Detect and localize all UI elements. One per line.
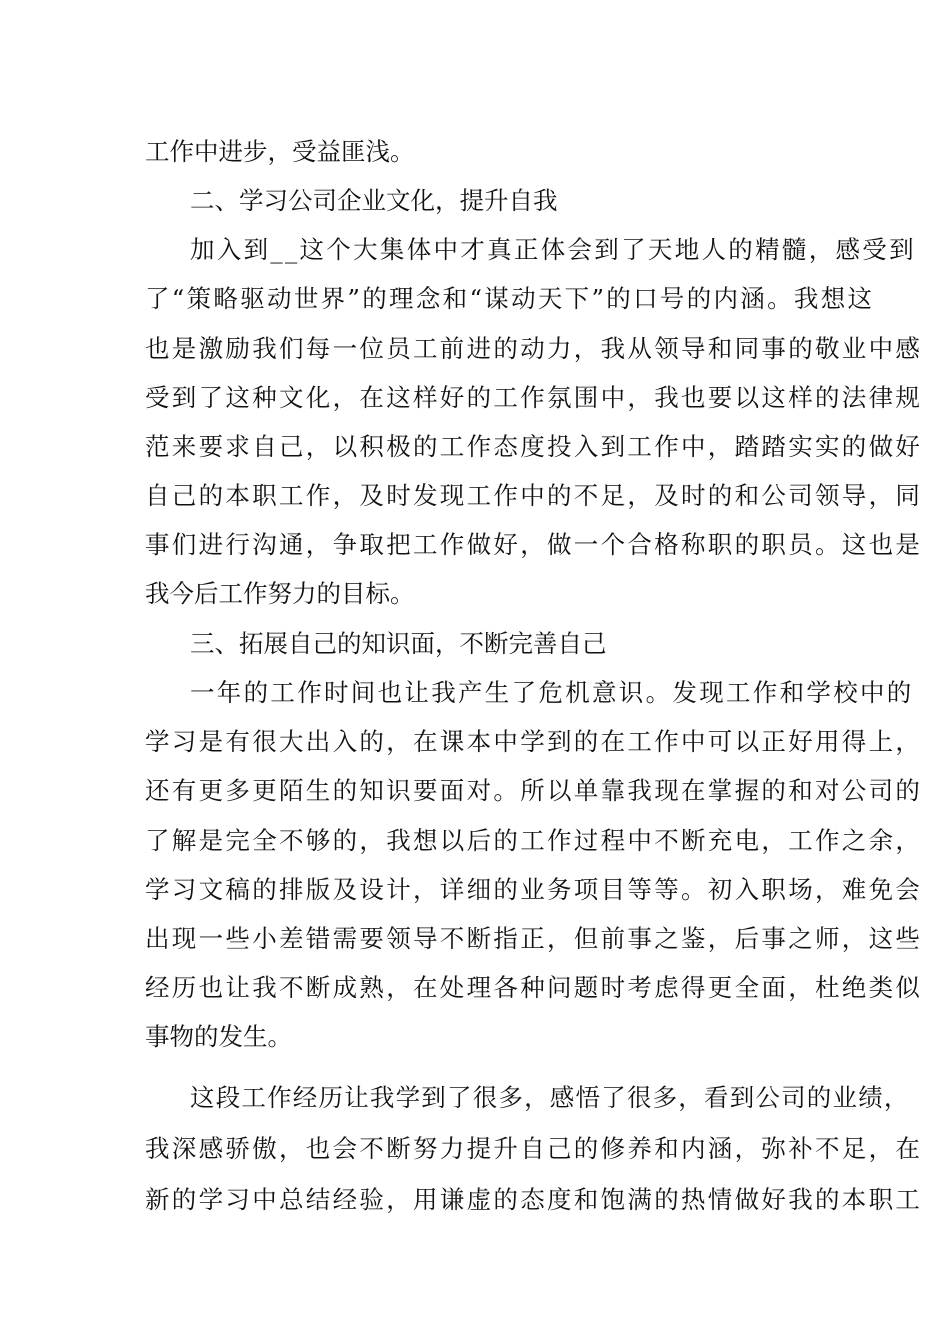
text-line: 也是激励我们每一位员工前进的动力，我从领导和同事的敬业中感 [145,334,923,363]
section-heading: 三、拓展自己的知识面，不断完善自己 [190,629,607,658]
text-line: 范来要求自己，以积极的工作态度投入到工作中，踏踏实实的做好 [145,432,923,461]
text-line: 了“策略驱动世界”的理念和“谋动天下”的口号的内涵。我想这 [145,284,875,313]
text-line: 事们进行沟通，争取把工作做好，做一个合格称职的职员。这也是 [145,530,923,559]
text-line: 新的学习中总结经验，用谦虚的态度和饱满的热情做好我的本职工 [145,1185,923,1214]
text-line: 了解是完全不够的，我想以后的工作过程中不断充电，工作之余， [145,826,923,855]
text-line: 我深感骄傲，也会不断努力提升自己的修养和内涵，弥补不足，在 [145,1134,923,1163]
text-line: 事物的发生。 [145,1022,292,1051]
text-line: 受到了这种文化，在这样好的工作氛围中，我也要以这样的法律规 [145,383,923,412]
text-line: 经历也让我不断成熟，在处理各种问题时考虑得更全面，杜绝类似 [145,973,923,1002]
text-line: 这段工作经历让我学到了很多，感悟了很多，看到公司的业绩， [190,1083,910,1112]
text-line: 一年的工作时间也让我产生了危机意识。发现工作和学校中的 [190,678,914,707]
section-heading: 二、学习公司企业文化，提升自我 [190,186,558,215]
text-line: 出现一些小差错需要领导不断指正，但前事之鉴，后事之师，这些 [145,924,923,953]
text-line: 学习文稿的排版及设计，详细的业务项目等等。初入职场，难免会 [145,875,923,904]
text-line: 加入到__这个大集体中才真正体会到了天地人的精髓，感受到 [190,235,916,264]
text-line: 工作中进步，受益匪浅。 [145,137,415,166]
text-line: 自己的本职工作，及时发现工作中的不足，及时的和公司领导，同 [145,481,923,510]
text-line: 我今后工作努力的目标。 [145,579,415,608]
text-line: 还有更多更陌生的知识要面对。所以单靠我现在掌握的和对公司的 [145,776,923,805]
text-line: 学习是有很大出入的，在课本中学到的在工作中可以正好用得上， [145,727,923,756]
